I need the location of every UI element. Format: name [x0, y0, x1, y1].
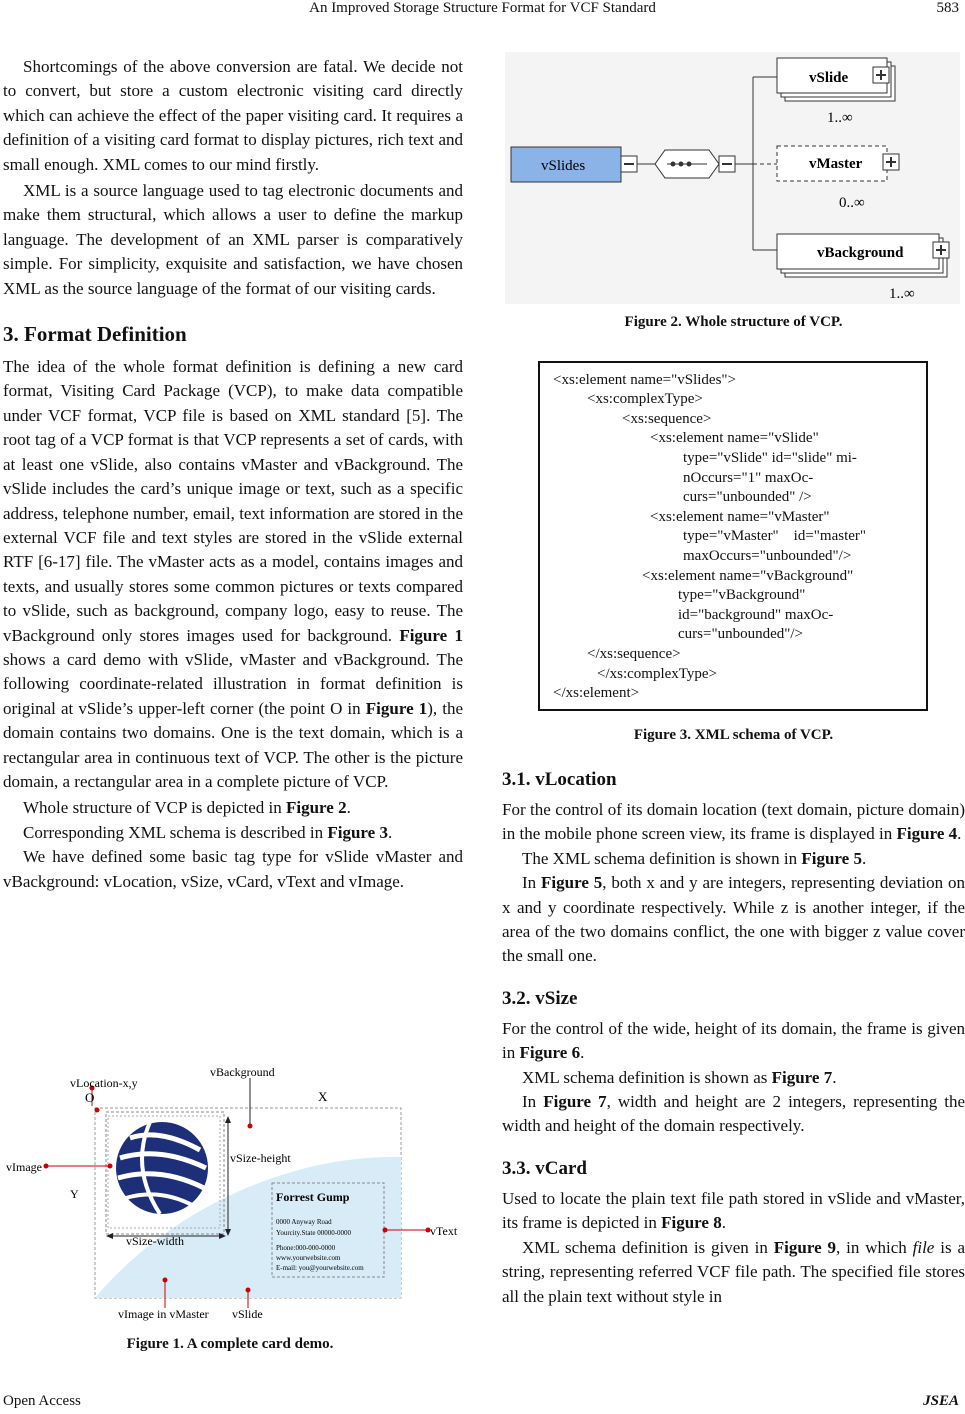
figure-1-caption: Figure 1. A complete card demo.	[126, 1336, 334, 1352]
svg-text:X: X	[318, 1089, 328, 1104]
svg-text:Y: Y	[70, 1187, 79, 1201]
section-heading: 3. Format Definition	[3, 322, 187, 347]
svg-text:E-mail: you@yourwebsite.com: E-mail: you@yourwebsite.com	[276, 1264, 364, 1272]
code-line: type="vBackground"	[678, 587, 806, 603]
paragraph: The idea of the whole format definition is defining a new card format, Visiting Card Package (VCP), to make data compatible under VCF format, VCP file is based on XML standard [5]. The root tag of a VCP format is that VCP represents a set of cards, with at least one vSlide, also contains vMaster and vBackground. The vSlide includes the card’s unique image or text, such as a specific address, telephone number, email, text information are stored in the external VCF file and text styles are stored in the vSlide external RTF [6-17] file. The vMaster acts as a model, contains images and texts, and usually stores some common pictures or texts compared to vSlide, such as background, company logo, easy to reuse. The vBackground only stores images used for background. Figure 1 shows a card demo with vSlide, vMaster and vBackground. The following coordinate-related illustration in format definition is original at vSlide’s upper-left corner (the point O in Figure 1), the domain contains two domains. One is the text domain, which is a rectangular area in continuous text of VCP. The other is the picture domain, a rectangular area in a complete picture of VCP.	[3, 357, 464, 791]
figure-ref[interactable]: Figure 1	[365, 698, 428, 718]
open-access-label: Open Access	[3, 1393, 81, 1409]
code-line: </xs:complexType>	[597, 666, 718, 682]
right-column	[502, 768, 965, 1309]
code-line: <xs:element name="vSlides">	[553, 372, 737, 388]
figure-ref[interactable]: Figure 6	[519, 1043, 581, 1063]
paragraph: In Figure 5, both x and y are integers, representing deviation on x and y coordinate respectively. While z is another integer, if the area of the two domains conflict, the one with bigger z value cover the small one.	[502, 873, 965, 966]
paragraph: For the control of its domain location (text domain, picture domain) in the mobile phone screen view, its frame is displayed in Figure 4.	[502, 800, 965, 844]
page-number: 583	[936, 0, 959, 16]
svg-text:vMaster: vMaster	[809, 156, 863, 172]
subsection-heading: 3.2. vSize	[502, 987, 578, 1009]
figure-ref[interactable]: Figure 3	[327, 822, 388, 842]
running-header	[0, 0, 965, 22]
paragraph: XML schema definition is shown as Figure 7.	[522, 1067, 837, 1087]
figure-ref[interactable]: Figure 5	[801, 848, 862, 868]
paragraph: Whole structure of VCP is depicted in Figure 2.	[23, 798, 351, 818]
journal-name: JSEA	[923, 1393, 959, 1409]
figure-2-caption: Figure 2. Whole structure of VCP.	[624, 314, 843, 330]
code-line: <xs:element name="vMaster"	[650, 509, 830, 525]
svg-text:Yourcity.State 00000-0000: Yourcity.State 00000-0000	[276, 1229, 352, 1237]
figure-3-xml-schema	[538, 361, 928, 711]
paragraph: XML schema definition is given in Figure 9, in which file is a string, representing referred VCF file path. The specified file stores all the plain text without style in	[502, 1237, 965, 1306]
figure-3-caption: Figure 3. XML schema of VCP.	[633, 727, 834, 743]
svg-text:vSize-width: vSize-width	[126, 1234, 184, 1248]
figure-ref[interactable]: Figure 1	[399, 625, 463, 645]
paragraph: In Figure 7, width and height are 2 integers, representing the width and height of the domain respectively.	[502, 1092, 965, 1136]
globe-logo-icon	[116, 1122, 208, 1214]
svg-text:vLocation-x,y: vLocation-x,y	[70, 1076, 138, 1090]
svg-text:www.yourwebsite.com: www.yourwebsite.com	[276, 1254, 341, 1262]
figure-ref[interactable]: Figure 9	[773, 1237, 836, 1257]
code-line: type="vSlide" id="slide" mi-	[683, 450, 857, 466]
code-line: <xs:complexType>	[587, 391, 703, 407]
svg-text:vSlide: vSlide	[232, 1307, 263, 1321]
figure-ref[interactable]: Figure 4	[896, 824, 958, 844]
figure-ref[interactable]: Figure 2	[285, 798, 347, 818]
figure-ref[interactable]: Figure 7	[771, 1067, 833, 1087]
paragraph: For the control of the wide, height of its domain, the frame is given in Figure 6.	[502, 1018, 965, 1063]
svg-text:vBackground: vBackground	[210, 1065, 275, 1079]
svg-text:vSlide: vSlide	[809, 70, 849, 86]
figure-ref[interactable]: Figure 7	[543, 1092, 607, 1112]
paragraph: The XML schema definition is shown in Figure 5.	[522, 848, 867, 868]
paragraph: Corresponding XML schema is described in Figure 3.	[23, 822, 393, 842]
svg-text:Phone:000-000-0000: Phone:000-000-0000	[276, 1244, 336, 1252]
code-line: type="vMaster" id="master"	[683, 528, 867, 544]
subsection-heading: 3.3. vCard	[502, 1157, 587, 1179]
paragraph: We have defined some basic tag type for vSlide vMaster and vBackground: vLocation, vSize, vCard, vText and vImage.	[3, 847, 463, 891]
code-line: nOccurs="1" maxOc-	[683, 470, 814, 486]
code-line: curs="unbounded" />	[683, 489, 812, 505]
term-file: file	[912, 1237, 935, 1257]
code-line: </xs:element>	[553, 685, 640, 701]
paragraph: Shortcomings of the above conversion are fatal. We decide not to convert, but store a custom electronic visiting card directly which can achieve the effect of the paper visiting card. It requires a definition of a visiting card format to display pictures, rich text and small enough. XML comes to our mind firstly.	[3, 57, 463, 174]
figure-ref[interactable]: Figure 8	[661, 1213, 722, 1233]
card-name: Forrest Gump	[276, 1190, 350, 1204]
paragraph: Used to locate the plain text file path stored in vSlide and vMaster, its frame is depicted in Figure 8.	[502, 1188, 965, 1233]
svg-text:vSize-height: vSize-height	[230, 1151, 291, 1165]
svg-text:0000 Anyway Road: 0000 Anyway Road	[276, 1218, 332, 1226]
code-line: maxOccurs="unbounded"/>	[683, 548, 852, 564]
figure-ref[interactable]: Figure 5	[541, 873, 603, 893]
svg-text:vText: vText	[430, 1224, 458, 1238]
subsection-heading: 3.1. vLocation	[502, 769, 617, 790]
svg-text:O: O	[85, 1090, 95, 1105]
paragraph: XML is a source language used to tag electronic documents and make them structural, which allows a user to define the markup language. The development of an XML parser is comparatively simple. For simplicity, exquisite and satisfaction, we have chosen XML as the source language of the format of our visiting cards.	[3, 181, 463, 298]
code-line: </xs:sequence>	[587, 646, 681, 662]
code-line: id="background" maxOc-	[678, 607, 834, 623]
svg-text:vImage in vMaster: vImage in vMaster	[118, 1307, 209, 1321]
svg-text:vBackground: vBackground	[817, 245, 904, 261]
code-line: <xs:element name="vSlide"	[650, 430, 819, 446]
svg-text:1..∞: 1..∞	[889, 286, 915, 302]
code-line: <xs:element name="vBackground"	[642, 568, 854, 584]
code-line: curs="unbounded"/>	[678, 626, 803, 642]
svg-text:0..∞: 0..∞	[839, 195, 865, 211]
svg-text:1..∞: 1..∞	[827, 110, 853, 126]
left-column	[3, 55, 463, 894]
figure-2-vcp-structure	[505, 52, 960, 304]
figure-1-card-demo	[0, 1058, 470, 1328]
svg-text:vImage: vImage	[6, 1160, 42, 1174]
svg-text:vSlides: vSlides	[541, 158, 586, 174]
code-line: <xs:sequence>	[622, 411, 712, 427]
running-title: An Improved Storage Structure Format for VCF Standard	[309, 0, 656, 16]
